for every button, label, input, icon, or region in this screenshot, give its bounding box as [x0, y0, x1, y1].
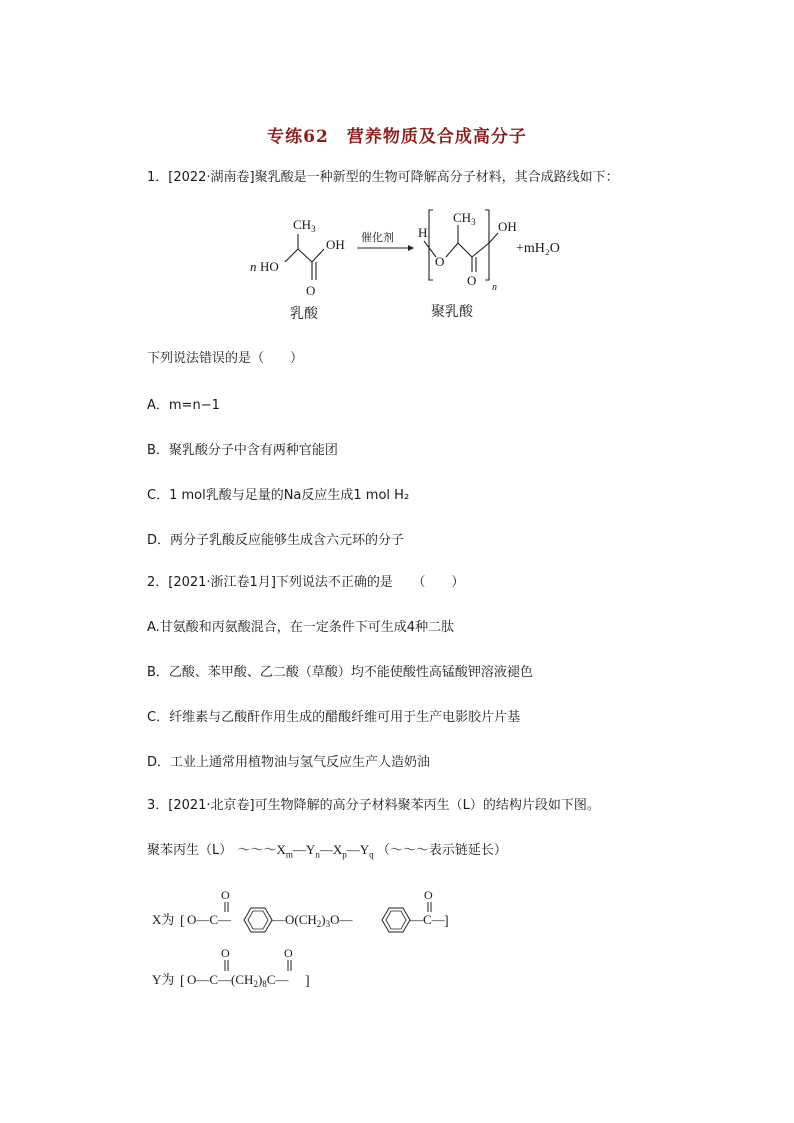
svg-text:]: ] [444, 914, 449, 929]
q3-stem: 3．[2021·北京卷]可生物降解的高分子材料聚苯丙生（L）的结构片段如下图。 [147, 798, 600, 813]
q1-option-b: B．聚乳酸分子中含有两种官能团 [147, 443, 338, 458]
reactant-name: 乳酸 [290, 306, 318, 322]
y-label: Y为 [152, 972, 175, 987]
svg-text:CH3: $CH_3$ [293, 217, 316, 234]
byproduct-water: +mH₂O [516, 241, 560, 256]
svg-text:CH3: $CH_3$ [453, 210, 476, 227]
svg-text:O—C—(CH2)8C—: $O—C—(CH_2)_8C—$ [187, 972, 289, 989]
polylactic-acid-reaction-diagram [240, 205, 620, 300]
q1-option-d: D．两分子乳酸反应能够生成含六元环的分子 [147, 533, 405, 548]
lactic-acid-structure [250, 217, 345, 298]
q2-stem: 2．[2021·浙江卷1月]下列说法不正确的是 （ ） [147, 575, 465, 590]
svg-text:—C—: —C— [410, 912, 445, 927]
x-unit-structure [148, 880, 468, 940]
chain-note: （～～～表示链延长） [376, 843, 507, 858]
q1-option-a: A．m=n−1 [147, 398, 220, 413]
page-title: 专练62 营养物质及合成高分子 [267, 127, 527, 147]
svg-text:O: O [435, 254, 445, 269]
y-unit-structure [148, 940, 348, 990]
x-label: X为 [152, 912, 175, 927]
svg-text:[: [ [180, 974, 185, 989]
svg-text:H: H [418, 225, 428, 240]
svg-text:O—C—: O—C— [187, 912, 232, 927]
product-name: 聚乳酸 [431, 304, 473, 320]
q2-option-b: B．乙酸、苯甲酸、乙二酸（草酸）均不能使酸性高锰酸钾溶液褪色 [147, 665, 533, 680]
svg-text:O: O [306, 283, 316, 298]
svg-text:OH: OH [326, 237, 345, 252]
svg-text:HO: HO [260, 259, 279, 274]
reaction-condition: 催化剂 [361, 232, 394, 244]
svg-text:]: ] [305, 974, 310, 989]
polylactic-acid-structure [418, 210, 560, 293]
svg-text:OH: OH [498, 219, 517, 234]
svg-text:O: O [221, 946, 230, 960]
svg-text:O: O [467, 273, 477, 288]
q1-stem: 1．[2022·湖南卷]聚乳酸是一种新型的生物可降解高分子材料，其合成路线如下： [147, 170, 619, 185]
svg-text:O: O [221, 888, 230, 902]
q1-question: 下列说法错误的是（ ） [147, 351, 304, 366]
chain-label: 聚苯丙生（L） [147, 843, 233, 858]
reactant-coefficient: n [250, 259, 257, 274]
chain-formula: $X_m—Y_n—X_p—Y_q$ [276, 842, 374, 860]
q2-option-d: D．工业上通常用植物油与氢气反应生产人造奶油 [147, 755, 431, 770]
q3-chain-line: 聚苯丙生（L） $\sim\sim\sim X_m—Y_n—X_p—Y_q$ （～～～表示链延长） [147, 842, 507, 860]
q2-option-c: C．纤维素与乙酸酐作用生成的醋酸纤维可用于生产电影胶片片基 [147, 710, 521, 725]
svg-text:[: [ [180, 914, 185, 929]
svg-text:O: O [284, 946, 293, 960]
q1-option-c: C．1 mol乳酸与足量的Na反应生成1 mol H₂ [147, 488, 410, 503]
svg-text:n: n [492, 282, 497, 293]
reaction-arrow [357, 230, 414, 251]
q2-option-a: A.甘氨酸和丙氨酸混合，在一定条件下可生成4种二肽 [147, 620, 455, 635]
svg-text:—O(CH2)3O—: $—O(CH_2)_3O—$ [272, 912, 353, 929]
svg-text:O: O [424, 888, 433, 902]
